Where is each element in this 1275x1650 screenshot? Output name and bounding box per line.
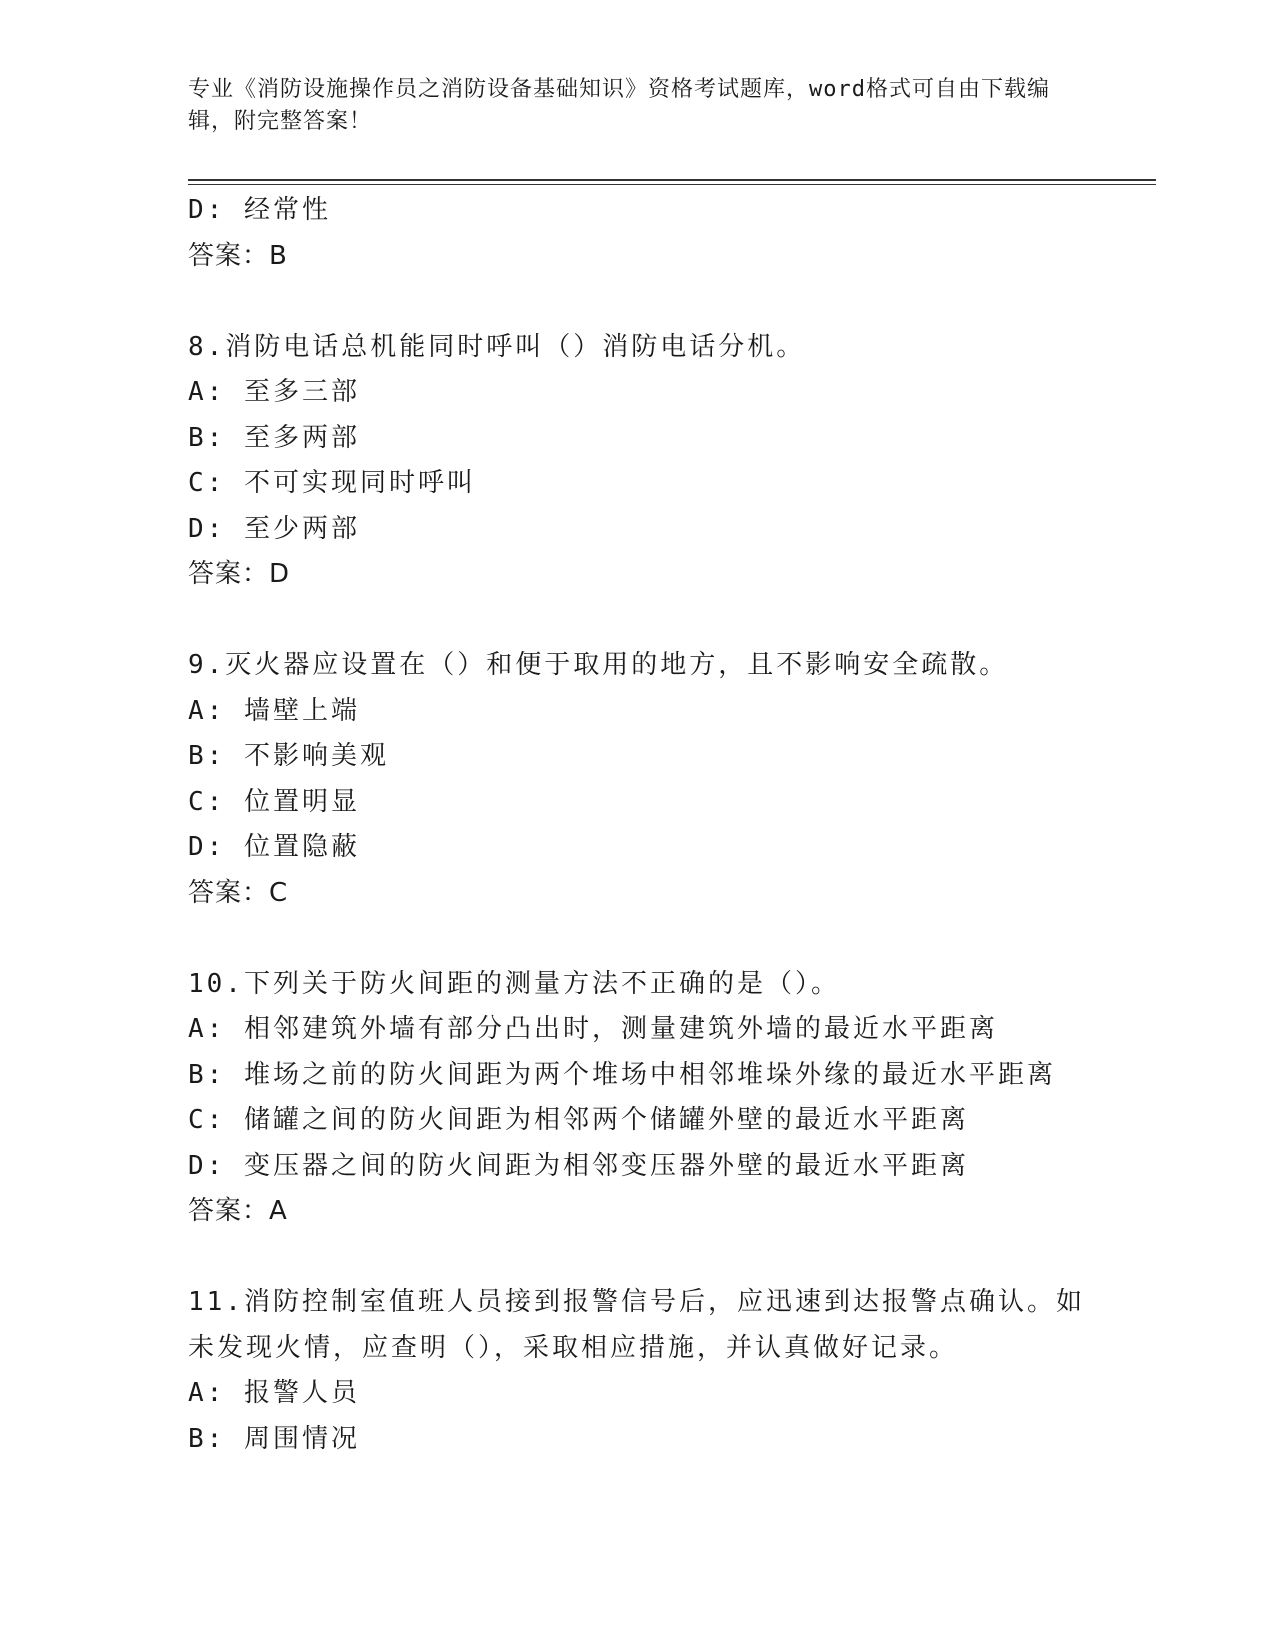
question-content xyxy=(188,188,1088,1462)
question-stem: 9.灭火器应设置在（）和便于取用的地方，且不影响安全疏散。 xyxy=(188,650,1009,680)
option-d: D: 位置隐蔽 xyxy=(188,832,360,862)
option-a: A: 至多三部 xyxy=(188,377,360,407)
question-stem: 8.消防电话总机能同时呼叫（）消防电话分机。 xyxy=(188,331,806,362)
option-a: A: 相邻建筑外墙有部分凸出时，测量建筑外墙的最近水平距离 xyxy=(188,1014,998,1044)
spacer xyxy=(188,1235,1088,1281)
option-d: D: 变压器之间的防火间距为相邻变压器外壁的最近水平距离 xyxy=(188,1150,969,1181)
header-rule-thick xyxy=(188,179,1156,181)
spacer xyxy=(188,279,1088,325)
spacer xyxy=(188,598,1088,644)
answer-line: 答案：D xyxy=(188,559,291,589)
header-rule-thin xyxy=(188,184,1156,185)
option-c: C: 位置明显 xyxy=(188,786,360,817)
option-b: B: 至多两部 xyxy=(188,422,360,453)
option-b: B: 周围情况 xyxy=(188,1423,360,1454)
spacer xyxy=(188,916,1088,962)
question-stem-line-1: 11.消防控制室值班人员接到报警信号后，应迅速到达报警点确认。如 xyxy=(188,1287,1085,1317)
question-stem: 10.下列关于防火间距的测量方法不正确的是（）。 xyxy=(188,968,840,999)
question-stem-line-2: 未发现火情，应查明（），采取相应措施，并认真做好记录。 xyxy=(188,1332,959,1363)
option-b: B: 不影响美观 xyxy=(188,741,389,771)
document-header: 专业《消防设施操作员之消防设备基础知识》资格考试题库，word格式可自由下载编辑，附完整答案！ xyxy=(188,77,1050,134)
option-a: A: 墙壁上端 xyxy=(188,695,360,726)
option-a: A: 报警人员 xyxy=(188,1378,360,1408)
option-d: D: 经常性 xyxy=(188,195,331,225)
answer-line: 答案：C xyxy=(188,877,289,908)
option-c: C: 不可实现同时呼叫 xyxy=(188,468,476,498)
answer-line: 答案：B xyxy=(188,240,288,271)
option-b: B: 堆场之前的防火间距为两个堆场中相邻堆垛外缘的最近水平距离 xyxy=(188,1059,1056,1090)
option-d: D: 至少两部 xyxy=(188,513,360,544)
option-c: C: 储罐之间的防火间距为相邻两个储罐外壁的最近水平距离 xyxy=(188,1105,969,1135)
answer-line: 答案：A xyxy=(188,1196,288,1226)
